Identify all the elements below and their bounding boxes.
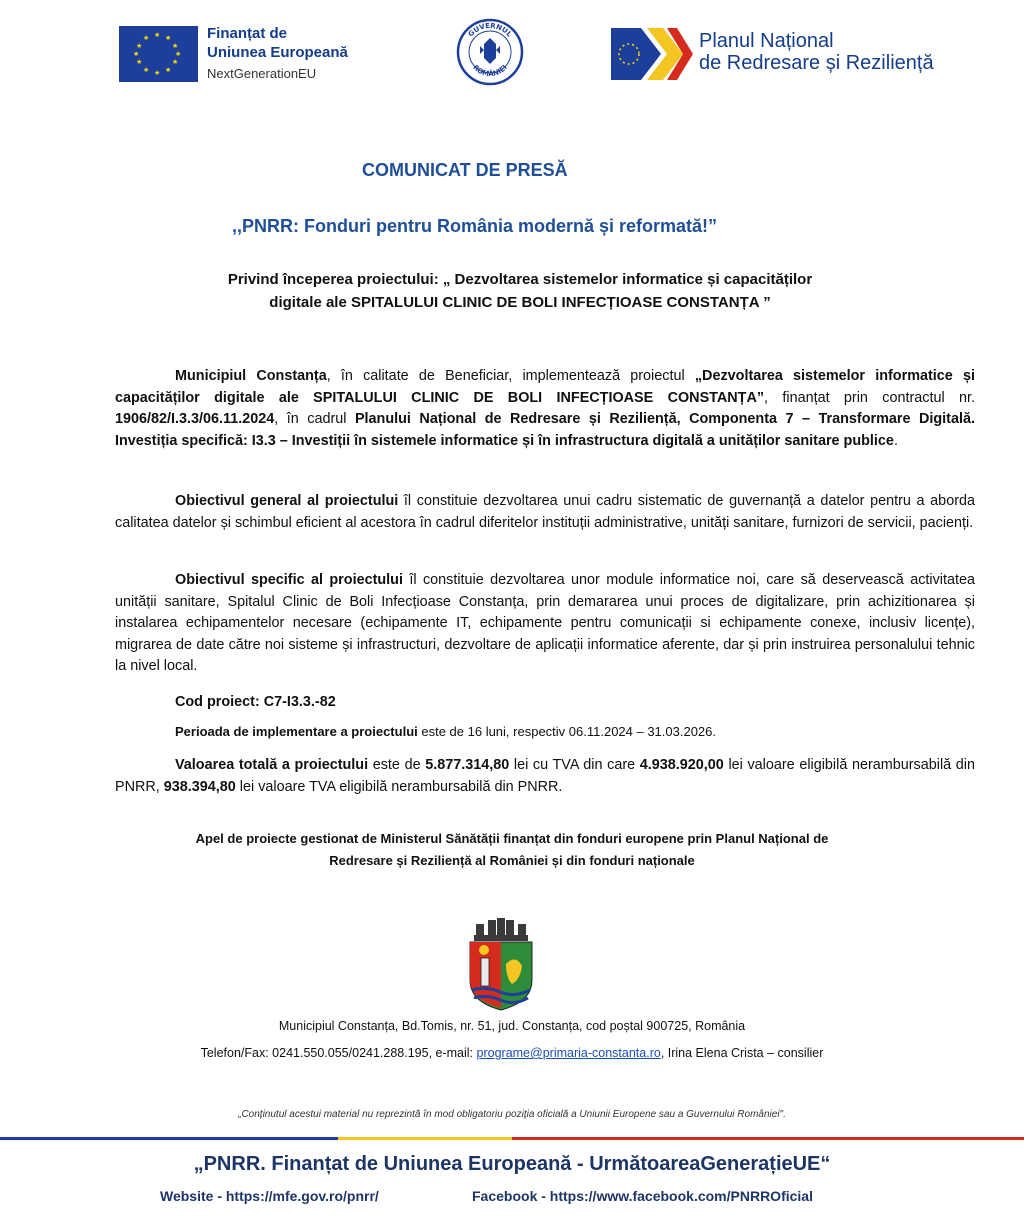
website-link[interactable]: Website - https://mfe.gov.ro/pnrr/ — [160, 1188, 379, 1204]
pnrr-slogan: „PNRR. Finanțat de Uniunea Europeană - UrmătoareaGenerațieUE“ — [193, 1153, 831, 1175]
project-value: Valoarea totală a proiectului este de 5.877.314,80 lei cu TVA din care 4.938.920,00 lei valoare eligibilă nerambursabilă din PNRR, 938.394,80 lei valoare TVA eligibilă nerambursabilă din PNRR. — [115, 757, 975, 795]
constanta-coat-of-arms-icon — [466, 918, 536, 1012]
color-band-divider — [0, 1137, 1024, 1140]
email-link[interactable]: programe@primaria-constanta.ro — [476, 1046, 661, 1060]
svg-text:ROMÂNIEI: ROMÂNIEI — [471, 63, 509, 79]
paragraph-general-objective: Obiectivul general al proiectului îl constituie dezvoltarea unui cadru sistematic de guvernanță a datelor pentru a aborda calitatea datelor și schimbul eficient al acestora în cadrul diferitelor instituții administrative, unități sanitare, furnizori de servicii, pacienți. — [115, 493, 975, 531]
eu-funding-label: Finanțat de Uniunea Europeană NextGenerationEU — [207, 25, 348, 81]
contact-phone-email: Telefon/Fax: 0241.550.055/0241.288.195, e-mail: programe@primaria-constanta.ro, Irina Elena Crista – consilier — [200, 1046, 824, 1060]
paragraph-specific-objective: Obiectivul specific al proiectului îl constituie dezvoltarea unor module informatice noi, care să deservească activitatea unității sanitare, Spitalul Clinic de Boli Infecțioase Constanța, prin demararea unui proces de digitalizare, prin achizitionarea și instalarea echipamentelor necesare (echipamente IT, echipamente pentru comunicații si echipamente conexe, inclusiv licențe), migrarea de date către noi sisteme și infrastructuri, dezvoltare de aplicații informatice aferente, dar și prin instruirea personalului tehnic la nivel local. — [115, 572, 976, 674]
paragraph-intro: Municipiul Constanța, în calitate de Beneficiar, implementează proiectul „Dezvoltarea sistemelor informatice și capacităților digitale ale SPITALULUI CLINIC DE BOLI INFECȚIOASE CONSTANȚA”, finanțat prin contractul nr. 1906/82/I.3.3/06.11.2024, în cadrul Planului Național de Redresare și Reziliență, Componenta 7 – Transformare Digitală. Investiția specifică: I3.3 – Investiții în sistemele informatice și în infrastructura digitală a unităților sanitare publice. — [115, 368, 975, 449]
project-code: Cod proiect: C7-I3.3.-82 — [175, 694, 336, 710]
page-title: COMUNICAT DE PRESĂ — [362, 160, 568, 180]
page-subtitle: ,,PNRR: Fonduri pentru România modernă și reformată!” — [232, 216, 718, 236]
svg-text:GUVERNUL: GUVERNUL — [466, 21, 514, 39]
eu-disclaimer: „Conținutul acestui material nu reprezintă în mod obligatoriu poziția oficială a Uniunii Europene sau a Guvernului României". — [238, 1109, 786, 1120]
implementation-period: Perioada de implementare a proiectului este de 16 luni, respectiv 06.11.2024 – 31.03.2026. — [175, 724, 717, 739]
pnrr-logo-icon — [611, 28, 693, 80]
government-seal-icon — [456, 18, 524, 86]
contact-address: Municipiul Constanța, Bd.Tomis, nr. 51, jud. Constanța, cod poștal 900725, România — [278, 1019, 746, 1033]
project-heading: Privind începerea proiectului: „ Dezvoltarea sistemelor informatice și capacităților digitale ale SPITALULUI CLINIC DE BOLI INFECȚIOASE CONSTANȚA ” — [227, 271, 813, 311]
call-for-projects-note: Apel de proiecte gestionat de Ministerul Sănătății finanțat din fonduri europene prin Planul Național de Redresare și Reziliență al României și din fonduri naționale — [195, 831, 829, 868]
eu-flag-logo: ★ ★ ★ ★ ★ ★ ★ ★ ★ ★ ★ ★ — [119, 26, 198, 82]
pnrr-label: Planul Național de Redresare și Reziliență — [699, 30, 934, 74]
facebook-link[interactable]: Facebook - https://www.facebook.com/PNRROficial — [472, 1188, 813, 1204]
